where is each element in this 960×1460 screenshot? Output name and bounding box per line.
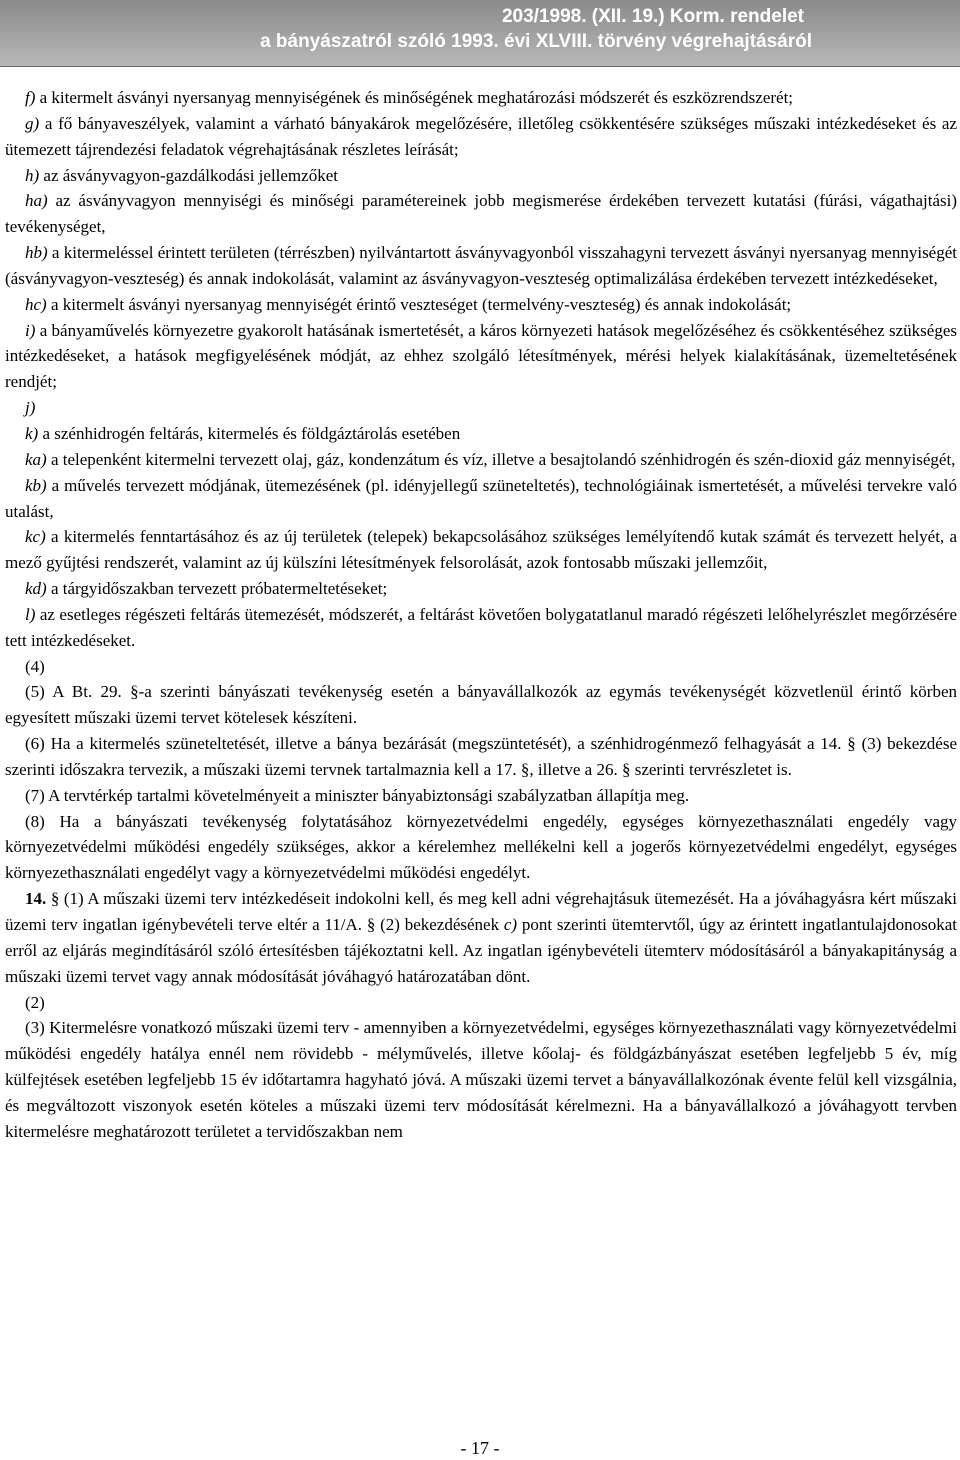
item-hb: hb) a kitermeléssel érintett területen (térrészben) nyilvántartott ásványvagyonból visszahagyni tervezett ásványi nyersanyag mennyiségét (ásványvagyon-veszteség) és annak indokolását, valamint az ásványvagyon-veszteség optimalizálása érdekében tervezett intézkedéseket, xyxy=(5,243,957,288)
item-j: j) xyxy=(25,398,36,418)
header-divider xyxy=(0,66,960,67)
section-number: 14. xyxy=(25,889,47,909)
item-hc: hc) a kitermelt ásványi nyersanyag mennyiségét érintő veszteséget (termelvény-veszteség) és annak indokolását; xyxy=(25,294,792,314)
paragraph-8: (8) Ha a bányászati tevékenység folytatásához környezetvédelmi engedély, egységes környezethasználati engedély vagy környezetvédelmi működési engedély szükséges, akkor a kérelemhez mellékelni kell a jogerős környezetvédelmi engedélyt, egységes környezethasználati engedélyt vagy a környezetvédelmi működési engedélyt. xyxy=(5,811,957,883)
item-ka: ka) a telepenként kitermelni tervezett olaj, gáz, kondenzátum és víz, illetve a besajtolandó szénhidrogén és szén-dioxid gáz mennyiségét, xyxy=(25,449,956,469)
item-h: h) az ásványvagyon-gazdálkodási jellemzőket xyxy=(25,165,338,185)
item-kb: kb) a művelés tervezett módjának, ütemezésének (pl. idényjellegű szüneteltetés), technológiáinak ismertetését, a művelési tervekre való utalást, xyxy=(5,475,957,521)
header-title-line2: a bányászatról szóló 1993. évi XLVIII. törvény végrehajtásáról xyxy=(260,31,812,52)
paragraph-7: (7) A tervtérkép tartalmi követelményeit a miniszter bányabiztonsági szabályzatban állapítja meg. xyxy=(25,785,690,805)
paragraph-6: (6) Ha a kitermelés szüneteltetését, illetve a bánya bezárását (megszüntetését), a szénhidrogénmező felhagyását a 14. § (3) bekezdése szerinti időszakra tervezik, a műszaki üzemi tervnek tartalmaznia kell a 17. §, illetve a 26. § szerinti tervrészletet is. xyxy=(5,734,957,779)
section-14: 14. § (1) A műszaki üzemi terv intézkedéseit indokolni kell, és meg kell adni végrehajtásuk ütemezését. Ha a jóváhagyásra kért műszaki üzemi terv ingatlan igénybevételi terve eltér a 11/A. § (2) bekezdésének c) pont szerinti ütemtervtől, úgy az érintett ingatlantulajdonosokat erről az eljárás megindításáról szóló értesítésben tájékoztatni kell. Az ingatlan igénybevételi ütemterv módosításáról a bányakapitányság a műszaki üzemi tervet vagy annak módosítását jóváhagyó határozatában dönt. xyxy=(5,889,957,986)
item-kd: kd) a tárgyidőszakban tervezett próbatermeltetéseket; xyxy=(25,579,388,599)
paragraph-5: (5) A Bt. 29. §-a szerinti bányászati tevékenység esetén a bányavállalkozók az egymás tevékenységét közvetlenül érintő körben egyesített műszaki üzemi tervet kötelesek készíteni. xyxy=(5,682,957,728)
paragraph-3: (3) Kitermelésre vonatkozó műszaki üzemi terv - amennyiben a környezetvédelmi, egységes környezethasználati vagy környezetvédelmi működési engedély hatálya ennél nem rövidebb - mélyművelés, illetve kőolaj- és földgázbányászat esetében legfeljebb 5 év, míg külfejtések esetében legfeljebb 15 év időtartamra hagyható jóvá. A műszaki üzemi tervet a bányavállalkozónak évente felül kell vizsgálnia, és megváltozott viszonyok esetén köteles a műszaki üzemi terv módosítását kérelmezni. Ha a bányavállalkozó a jóváhagyott tervben kitermelésre meghatározott területet a tervidőszakban nem xyxy=(5,1018,957,1141)
item-g: g) a fő bányaveszélyek, valamint a várható bányakárok megelőzésére, illetőleg csökkentésére szükséges műszaki intézkedéseket és az ütemezett tájrendezési feladatok végrehajtásának részletes leírását; xyxy=(5,113,957,159)
item-kc: kc) a kitermelés fenntartásához és az új területek (telepek) bekapcsolásához szükséges lemélyítendő kutak számát és tervezett helyét, a mező gyűjtési rendszerét, valamint az új külszíni létesítmények felsorolását, azok fontosabb műszaki jellemzőit, xyxy=(5,527,957,573)
item-k: k) a szénhidrogén feltárás, kitermelés és földgáztárolás esetében xyxy=(25,423,461,443)
paragraph-4: (4) xyxy=(25,656,45,676)
item-f: f) a kitermelt ásványi nyersanyag mennyiségének és minőségének meghatározási módszerét és eszközrendszerét; xyxy=(25,88,794,107)
paragraph-2: (2) xyxy=(25,992,45,1012)
document-body xyxy=(5,85,957,1145)
header-title-line1: 203/1998. (XII. 19.) Korm. rendelet xyxy=(501,6,804,27)
page-number: - 17 - xyxy=(460,1438,500,1458)
item-ha: ha) az ásványvagyon mennyiségi és minőségi paramétereinek jobb megismerése érdekében tervezett kutatási (fúrási, vágathajtási) tevékenységet, xyxy=(5,191,957,237)
item-i: i) a bányaművelés környezetre gyakorolt hatásának ismertetését, a káros környezeti hatások megelőzéséhez és csökkentéséhez szükséges intézkedéseket, a hatások megfigyelésének módját, az ehhez szolgáló létesítmények, mérési helyek kialakításának, üzemeltetésének rendjét; xyxy=(5,320,957,392)
item-l: l) az esetleges régészeti feltárás ütemezését, módszerét, a feltárást követően bolygatatlanul maradó régészeti lelőhelyrészlet megőrzésére tett intézkedéseket. xyxy=(5,604,957,650)
